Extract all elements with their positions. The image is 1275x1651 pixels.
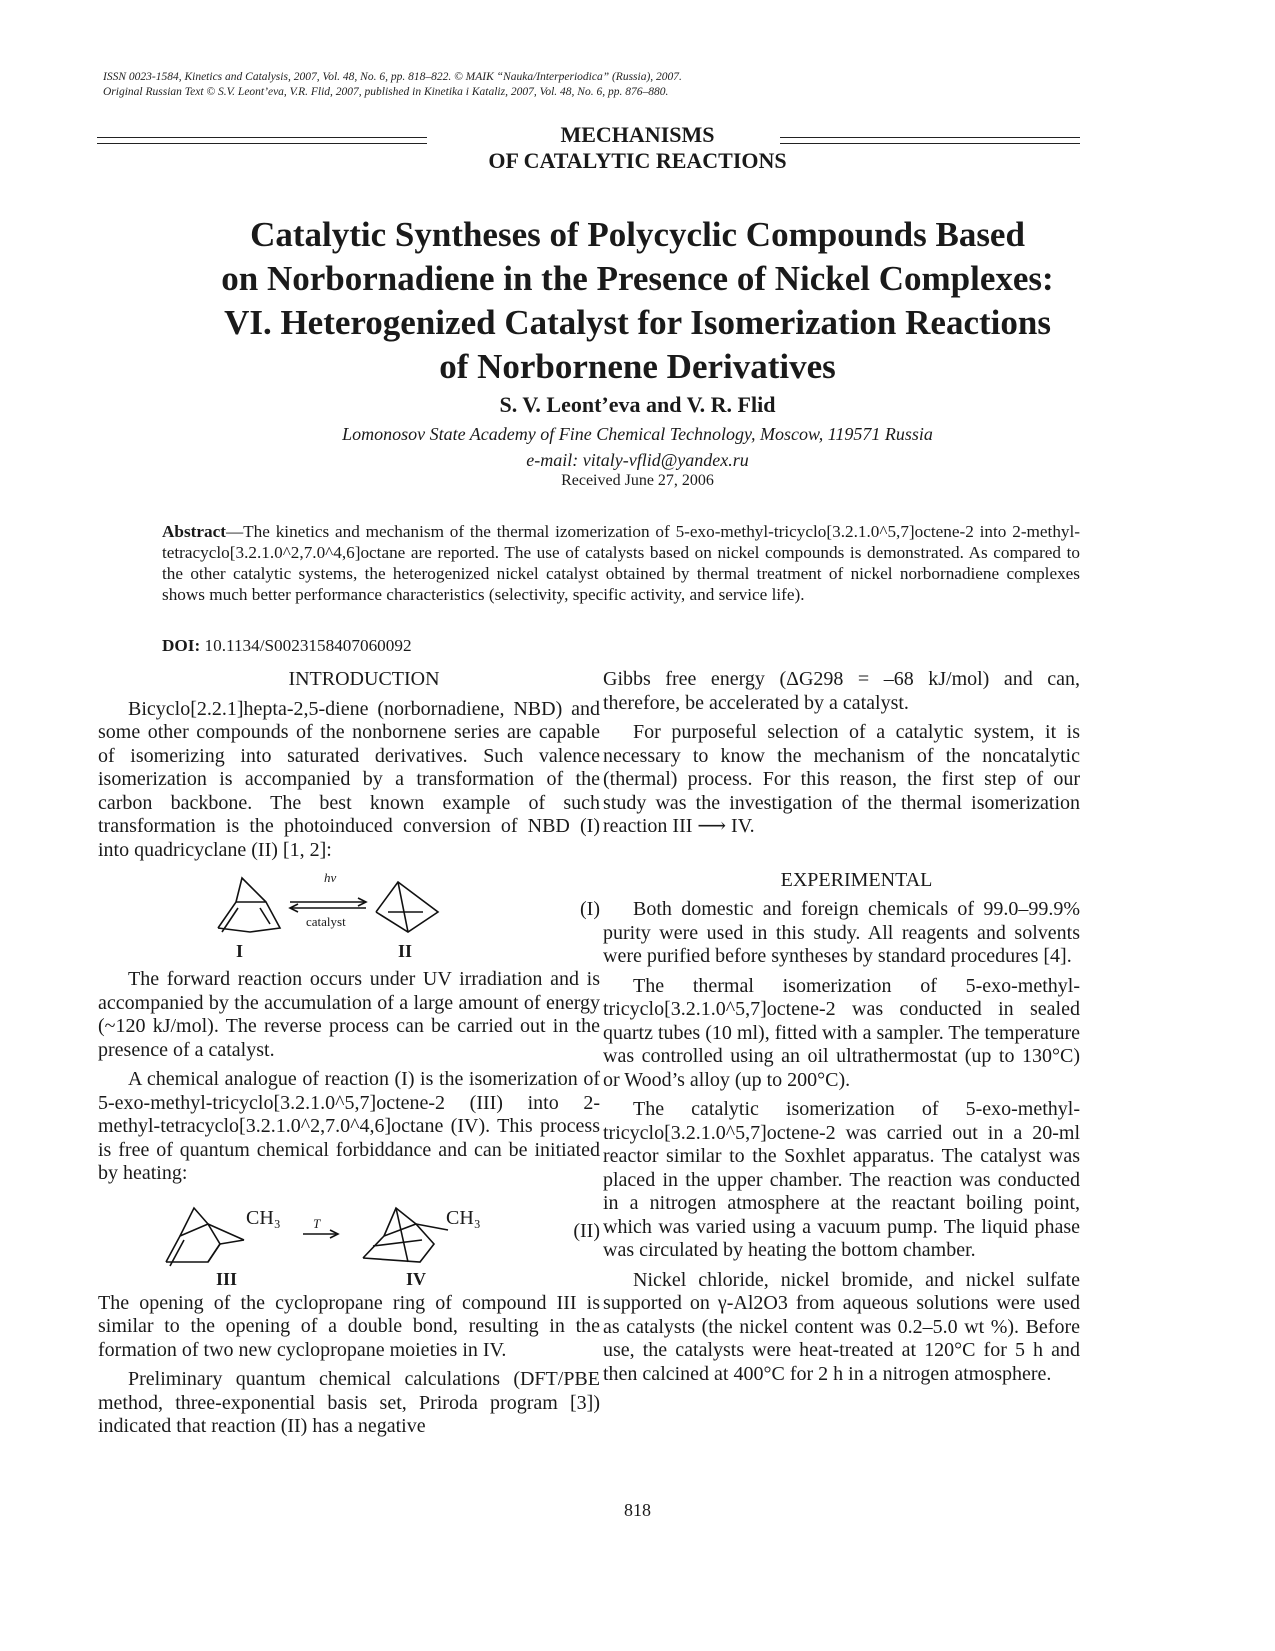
section-heading	[0, 122, 1275, 174]
header-line-2: Original Russian Text © S.V. Leont’eva, V.R. Flid, 2007, published in Kinetika i Kataliz, 2007, Vol. 48, No. 6, pp. 876–880.	[103, 86, 669, 98]
compound-I-label: I	[236, 941, 244, 961]
intro-paragraph-1: Bicyclo[2.2.1]hepta-2,5-diene (norbornadiene, NBD) and some other compounds of the nonbornene series are capable of isomerizing into saturated derivatives. Such valence isomerization is accompanied by a transformation of the carbon backbone. The best known example of such transformation is the photoinduced conversion of NBD (I) into quadricyclane (II) [1, 2]:	[98, 697, 600, 861]
title-line-3: VI. Heterogenized Catalyst for Isomerization Reactions	[224, 303, 1051, 342]
intro-paragraph-3: A chemical analogue of reaction (I) is the isomerization of 5-exo-methyl-tricyclo[3.2.1.0^5,7]octene-2 (III) into 2-methyl-tetracyclo[3.2.1.0^2,7.0^4,6]octane (IV). This process is free of quantum chemical forbiddance and can be initiated by heating:	[98, 1068, 600, 1184]
title-line-1: Catalytic Syntheses of Polycyclic Compounds Based	[250, 215, 1025, 254]
authors: S. V. Leont’eva and V. R. Flid	[499, 392, 776, 417]
reaction-I	[98, 868, 600, 968]
equation-number-II: (II)	[573, 1219, 600, 1242]
title-line-2: on Norbornadiene in the Presence of Nickel Complexes:	[221, 259, 1054, 298]
intro-paragraph-4: The opening of the cyclopropane ring of compound III is similar to the opening of a double bond, resulting in the formation of two new cyclopropane moieties in IV.	[98, 1291, 600, 1361]
experimental-paragraph-3: The catalytic isomerization of 5-exo-methyl-tricyclo[3.2.1.0^5,7]octene-2 was carried out in a 20-ml reactor similar to the Soxhlet apparatus. The catalyst was placed in the upper chamber. The reaction was conducted in a nitrogen atmosphere at the reactant boiling point, which was varied using a vacuum pump. The liquid phase was circulated by heating the bottom chamber.	[603, 1098, 1080, 1261]
compound-IV-label: IV	[406, 1268, 427, 1289]
abstract-text: —The kinetics and mechanism of the thermal izomerization of 5-exo-methyl-tricyclo[3.2.1.0^5,7]octene-2 into 2-methyl-tetracyclo[3.2.1.0^2,7.0^4,6]octane are reported. The use of catalysts based on nickel compounds is demonstrated. As compared to the other catalytic systems, the heterogenized nickel catalyst obtained by thermal treatment of nickel norbornadiene complexes shows much better performance characteristics (selectivity, specific activity, and service life).	[162, 522, 1080, 604]
left-column	[98, 668, 600, 1445]
affiliation-block	[0, 421, 1275, 473]
section-line-2: OF CATALYTIC REACTIONS	[488, 148, 787, 173]
experimental-heading: EXPERIMENTAL	[780, 868, 933, 891]
reaction-I-below-arrow: catalyst	[306, 914, 346, 929]
affiliation: Lomonosov State Academy of Fine Chemical Technology, Moscow, 119571 Russia	[342, 424, 933, 444]
right-paragraph-1: Gibbs free energy (ΔG298 = –68 kJ/mol) and can, therefore, be accelerated by a catalyst.	[603, 668, 1080, 714]
doi-label: DOI:	[162, 636, 201, 655]
reaction-II	[98, 1192, 600, 1292]
intro-paragraph-2: The forward reaction occurs under UV irradiation and is accompanied by the accumulation of a large amount of energy (~120 kJ/mol). The reverse process can be carried out in the presence of a catalyst.	[98, 968, 600, 1061]
abstract-label: Abstract	[162, 522, 226, 541]
doi	[162, 636, 412, 656]
experimental-paragraph-2: The thermal isomerization of 5-exo-methyl-tricyclo[3.2.1.0^5,7]octene-2 was conducted in sealed quartz tubes (10 ml), fitted with a sampler. The temperature was controlled using an oil ultrathermostat (up to 130°C) or Wood’s alloy (up to 200°C).	[603, 974, 1080, 1091]
title-line-4: of Norbornene Derivatives	[439, 347, 836, 386]
experimental-paragraph-1: Both domestic and foreign chemicals of 99.0–99.9% purity were used in this study. All reagents and solvents were purified before syntheses by standard procedures [4].	[603, 898, 1080, 967]
equation-number-I: (I)	[580, 898, 600, 920]
page-number: 818	[624, 1500, 651, 1520]
header-line-1: ISSN 0023-1584, Kinetics and Catalysis, 2007, Vol. 48, No. 6, pp. 818–822. © MAIK “Nauka/Interperiodica” (Russia), 2007.	[103, 71, 682, 83]
IV-substituent: CH₃	[446, 1206, 481, 1229]
reaction-I-above-arrow: hν	[324, 870, 337, 885]
compound-II-label: II	[398, 941, 413, 961]
III-substituent: CH₃	[246, 1206, 281, 1229]
reaction-II-above-arrow: T	[313, 1215, 321, 1231]
compound-III-label: III	[216, 1268, 238, 1289]
article-title	[0, 213, 1275, 389]
intro-paragraph-5: Preliminary quantum chemical calculations (DFT/PBE method, three-exponential basis set, Priroda program [3]) indicated that reaction (II) has a negative	[98, 1368, 600, 1437]
section-line-1: MECHANISMS	[560, 122, 715, 147]
right-column	[603, 668, 1080, 1392]
email: e-mail: vitaly-vflid@yandex.ru	[526, 450, 749, 470]
right-paragraph-2: For purposeful selection of a catalytic system, it is necessary to know the mechanism of the noncatalytic (thermal) process. For this reason, the first step of our study was the investigation of the thermal isomerization reaction III ⟶ IV.	[603, 721, 1080, 837]
doi-value: 10.1134/S0023158407060092	[204, 636, 412, 655]
journal-header	[103, 70, 682, 100]
received-date: Received June 27, 2006	[561, 472, 714, 489]
experimental-paragraph-4: Nickel chloride, nickel bromide, and nickel sulfate supported on γ-Al2O3 from aqueous solutions were used as catalysts (the nickel content was 0.2–5.0 wt %). Before use, the catalysts were heat-treated at 120°C for 5 h and then calcined at 400°C for 2 h in a nitrogen atmosphere.	[603, 1268, 1080, 1385]
introduction-heading: INTRODUCTION	[288, 668, 440, 690]
abstract	[162, 521, 1080, 605]
